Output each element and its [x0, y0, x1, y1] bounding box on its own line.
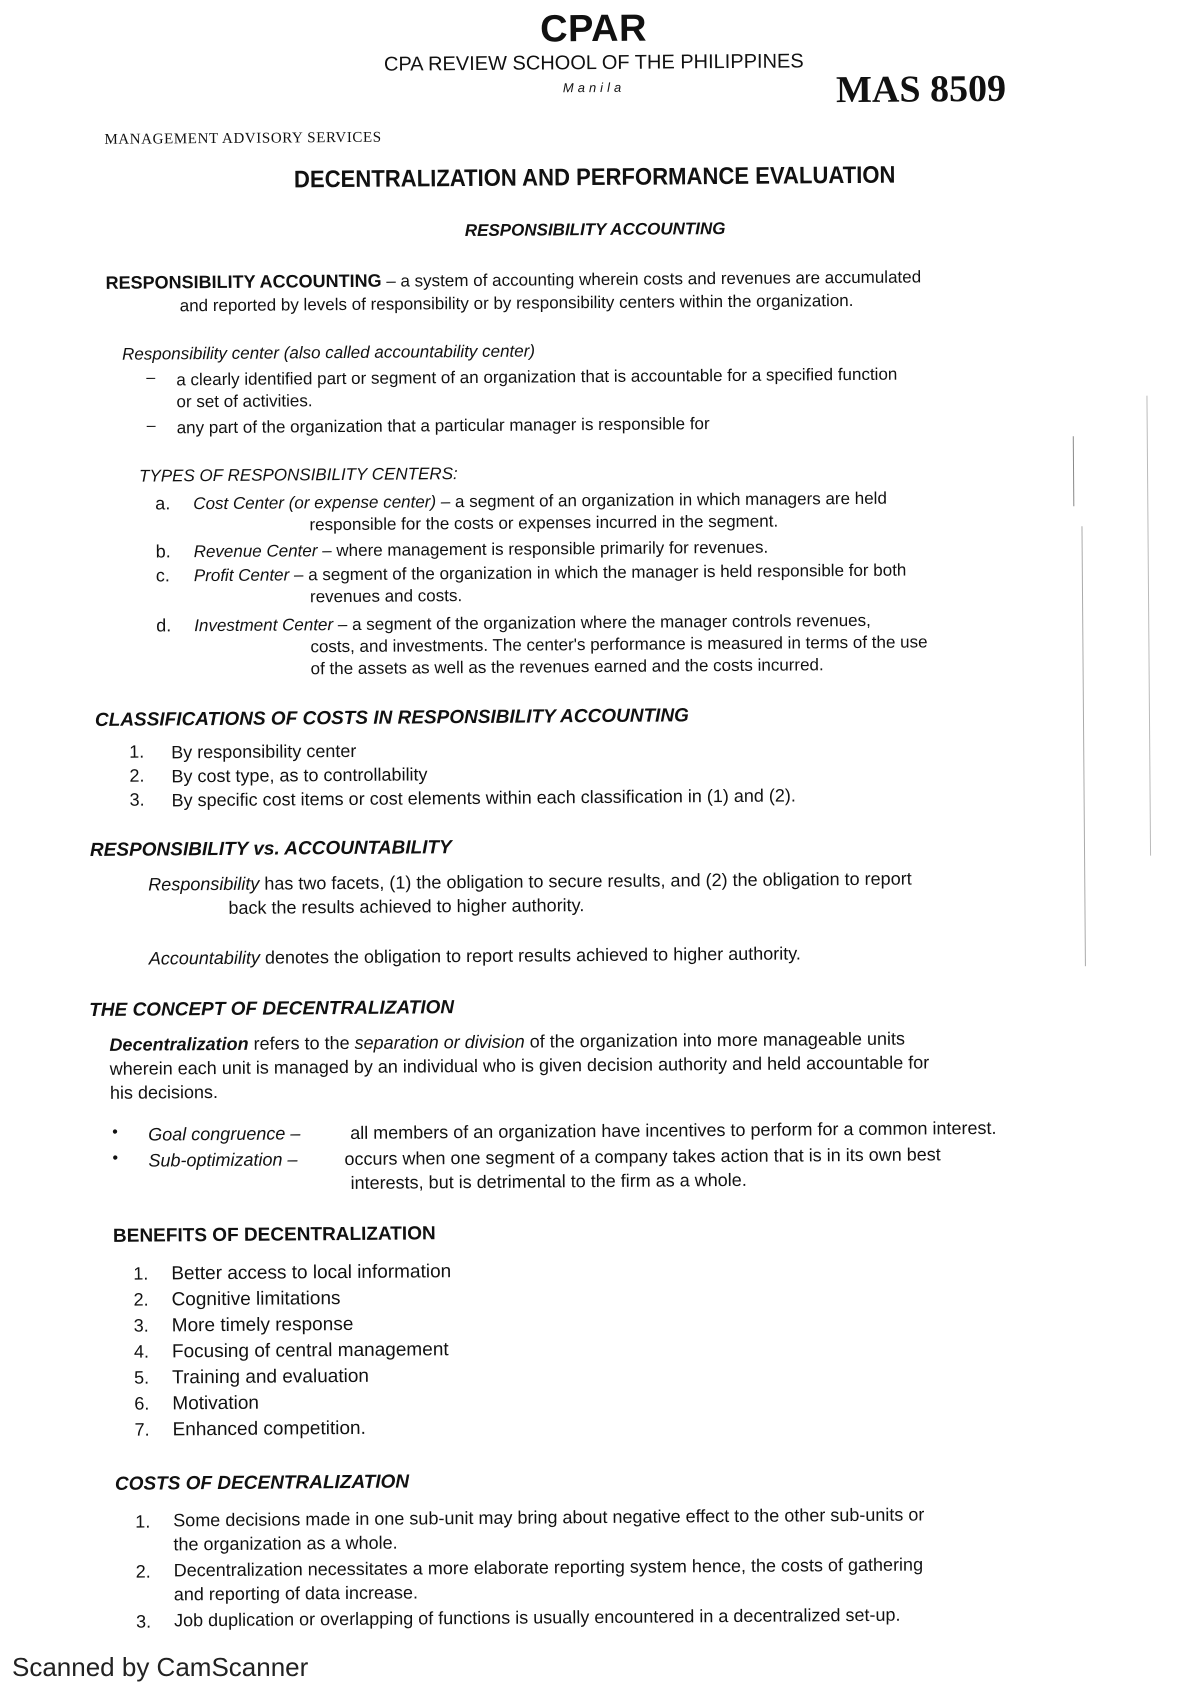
type-d-name: Investment Center	[194, 615, 334, 636]
classification-2: By cost type, as to controllability	[171, 764, 428, 787]
costs-heading: COSTS OF DECENTRALIZATION	[114, 1471, 410, 1495]
classifications-heading: CLASSIFICATIONS OF COSTS IN RESPONSIBILITY ACCOUNTING	[94, 705, 689, 731]
type-c-name: Profit Center	[193, 565, 290, 586]
dash-bullet: –	[146, 369, 156, 387]
cost-3-line1: Job duplication or overlapping of functions is usually encountered in a decentralized set-up.	[173, 1604, 901, 1631]
sub-optimization-line2: interests, but is detrimental to the firm as a whole.	[350, 1169, 747, 1193]
concept-line3: his decisions.	[109, 1082, 219, 1103]
benefit-item: Better access to local information	[171, 1261, 452, 1285]
scan-margin-line	[1081, 526, 1085, 966]
benefit-item: Motivation	[172, 1392, 260, 1415]
scan-margin-line	[1146, 396, 1151, 856]
benefit-num: 1.	[133, 1263, 149, 1284]
center-def-1-line2: or set of activities.	[176, 391, 313, 412]
type-d-line3: of the assets as well as the revenues earned and the costs incurred.	[310, 655, 824, 679]
goal-congruence-term: Goal congruence –	[148, 1123, 301, 1145]
benefit-num: 3.	[133, 1315, 149, 1336]
type-a-letter: a.	[155, 493, 171, 514]
subject-label: MANAGEMENT ADVISORY SERVICES	[104, 129, 382, 148]
benefit-num: 2.	[133, 1289, 149, 1310]
responsibility-line1	[148, 868, 912, 896]
goal-congruence-text: all members of an organization have incentives to perform for a common interest.	[350, 1117, 997, 1143]
type-d-line2: costs, and investments. The center's performance is measured in terms of the use	[310, 632, 928, 657]
type-c-text: – a segment of the organization in which the manager is held responsible for both	[289, 560, 907, 585]
ra-term: RESPONSIBILITY ACCOUNTING	[105, 270, 382, 293]
school-city: Manila	[562, 79, 626, 96]
cost-num: 2.	[135, 1561, 151, 1582]
benefit-num: 7.	[134, 1419, 150, 1440]
accountability-term: Accountability	[148, 947, 260, 969]
benefit-item: Training and evaluation	[172, 1365, 370, 1389]
bullet-dot: •	[112, 1149, 119, 1167]
ra-definition-line2: and reported by levels of responsibility or by responsibility centers within the organization.	[179, 290, 854, 316]
module-code: MAS 8509	[835, 67, 1007, 112]
benefit-num: 4.	[133, 1341, 150, 1362]
type-a-text: – a segment of an organization in which managers are held	[436, 488, 887, 512]
benefit-item: Cognitive limitations	[171, 1288, 341, 1311]
resp-vs-acc-heading: RESPONSIBILITY vs. ACCOUNTABILITY	[89, 837, 452, 862]
school-name: CPA REVIEW SCHOOL OF THE PHILIPPINES	[383, 50, 804, 76]
accountability-line	[149, 942, 801, 969]
classification-1: By responsibility center	[171, 740, 357, 763]
school-logo-text: CPAR	[539, 7, 648, 51]
classification-3-num: 3.	[129, 789, 145, 810]
type-b-text: – where management is responsible primarily for revenues.	[317, 537, 769, 561]
cost-num: 1.	[135, 1511, 151, 1532]
scan-margin-line	[1073, 436, 1075, 506]
benefit-item: Focusing of central management	[171, 1339, 449, 1363]
cost-1-line2: the organization as a whole.	[173, 1532, 398, 1555]
type-d-text: – a segment of the organization where the manager controls revenues,	[333, 610, 871, 635]
ra-definition-text: – a system of accounting wherein costs and revenues are accumulated	[381, 267, 922, 291]
concept-text-b: separation or division	[354, 1031, 525, 1053]
bullet-dot: •	[112, 1123, 118, 1141]
responsibility-center-label: Responsibility center (also called accountability center)	[122, 341, 536, 364]
cost-num: 3.	[135, 1611, 152, 1632]
classification-2-num: 2.	[129, 765, 145, 786]
benefit-num: 6.	[134, 1393, 150, 1414]
type-b-letter: b.	[155, 541, 171, 562]
type-b-line1	[194, 537, 769, 564]
type-a-line1	[193, 488, 887, 515]
benefit-item: Enhanced competition.	[172, 1417, 366, 1441]
concept-term: Decentralization	[109, 1033, 249, 1055]
concept-line2: wherein each unit is managed by an individual who is given decision authority and held accountable for	[109, 1052, 930, 1079]
classification-1-num: 1.	[129, 741, 145, 762]
accountability-text: denotes the obligation to report results achieved to higher authority.	[259, 943, 801, 968]
scanner-watermark: Scanned by CamScanner	[12, 1652, 309, 1682]
responsibility-line2: back the results achieved to higher authority.	[228, 895, 585, 918]
types-heading: TYPES OF RESPONSIBILITY CENTERS:	[138, 464, 458, 486]
responsibility-text: has two facets, (1) the obligation to secure results, and (2) the obligation to report	[259, 868, 912, 894]
cost-2-line1: Decentralization necessitates a more elaborate reporting system hence, the costs of gathering	[173, 1554, 924, 1581]
type-b-name: Revenue Center	[193, 541, 318, 562]
concept-text-c: of the organization into more manageable units	[524, 1028, 906, 1052]
cost-2-line2: and reporting of data increase.	[173, 1582, 419, 1605]
sub-optimization-line1: occurs when one segment of a company takes action that is in its own best	[344, 1144, 941, 1170]
type-a-name: Cost Center (or expense center)	[193, 492, 437, 514]
concept-text-a: refers to the	[248, 1032, 355, 1054]
type-c-line2: revenues and costs.	[309, 586, 463, 607]
benefit-item: More timely response	[171, 1313, 354, 1337]
sub-optimization-term: Sub-optimization –	[148, 1149, 298, 1171]
concept-heading: THE CONCEPT OF DECENTRALIZATION	[89, 997, 455, 1022]
section-heading-responsibility-accounting: RESPONSIBILITY ACCOUNTING	[464, 218, 726, 241]
document-title: DECENTRALIZATION AND PERFORMANCE EVALUATION	[293, 161, 896, 194]
type-c-letter: c.	[155, 565, 170, 586]
type-c-line1	[194, 560, 907, 588]
benefits-heading: BENEFITS OF DECENTRALIZATION	[112, 1223, 436, 1247]
center-def-2: any part of the organization that a particular manager is responsible for	[176, 414, 710, 438]
type-d-letter: d.	[156, 615, 172, 636]
dash-bullet: –	[146, 417, 156, 435]
center-def-1-line1: a clearly identified part or segment of an organization that is accountable for a specified function	[176, 364, 898, 390]
cost-1-line1: Some decisions made in one sub-unit may bring about negative effect to the other sub-units or	[173, 1504, 925, 1531]
responsibility-term: Responsibility	[148, 873, 260, 895]
type-a-line2: responsible for the costs or expenses incurred in the segment.	[309, 511, 779, 535]
benefit-num: 5.	[134, 1367, 150, 1388]
classification-3: By specific cost items or cost elements within each classification in (1) and (2).	[171, 785, 796, 811]
